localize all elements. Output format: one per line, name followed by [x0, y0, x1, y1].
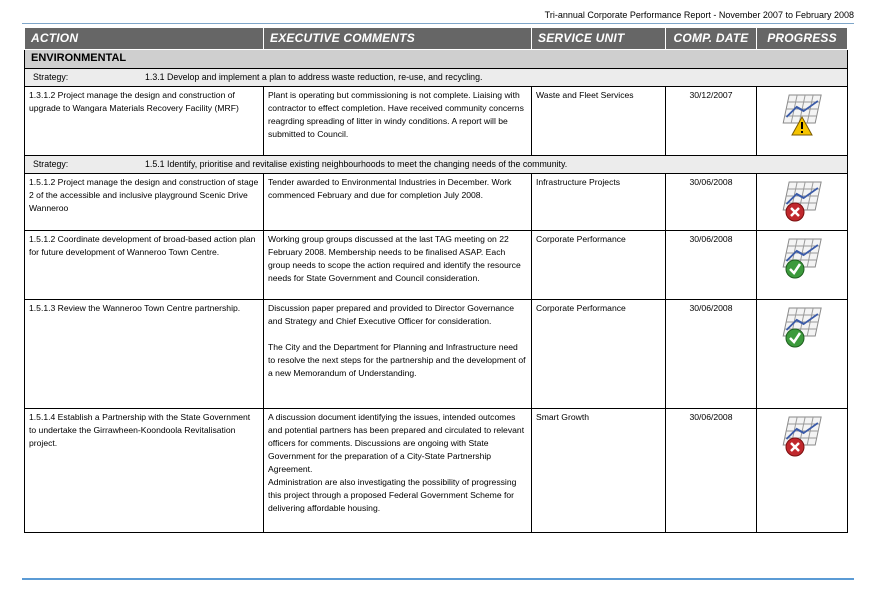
table-row [25, 87, 848, 156]
date-cell: 30/12/2007 [666, 87, 757, 156]
comments-paragraph: Discussion paper prepared and provided to Director Governance and Strategy and Chief Executive Officer for consideration. [268, 303, 515, 326]
col-header-action: ACTION [25, 28, 264, 50]
comments-cell [264, 409, 532, 533]
date-cell: 30/06/2008 [666, 231, 757, 300]
comments-paragraph: Administration are also investigating the possibility of progressing this project through a proposed Federal Government Scheme for delivering affordable housing. [268, 477, 517, 513]
action-cell: 1.5.1.2 Coordinate development of broad-based action plan for future development of Wanneroo Town Centre. [25, 231, 264, 300]
date-cell: 30/06/2008 [666, 300, 757, 409]
strategy-row [25, 69, 848, 87]
progress-cell [757, 174, 848, 231]
action-cell: 1.5.1.2 Project manage the design and construction of stage 2 of the accessible and inclusive playground Scenic Drive Wanneroo [25, 174, 264, 231]
date-cell: 30/06/2008 [666, 409, 757, 533]
table-header-row [25, 28, 848, 50]
comments-paragraph: A discussion document identifying the issues, intended outcomes and potential partners has been prepared and circulated to relevant officers for comments. Discussions are ongoing with State Government for the preparation of a City-State Partnership Agreement. [268, 412, 525, 474]
footer-divider [22, 578, 854, 580]
strategy-text: 1.3.1 Develop and implement a plan to address waste reduction, re-use, and recycling. [145, 72, 483, 82]
section-row [25, 50, 848, 69]
strategy-label: Strategy: [33, 72, 69, 82]
comments-cell [264, 300, 532, 409]
action-cell: 1.5.1.4 Establish a Partnership with the State Government to undertake the Girrawheen-Koondoola Revitalisation project. [25, 409, 264, 533]
col-header-progress: PROGRESS [757, 28, 848, 50]
table-row [25, 300, 848, 409]
strategy-text: 1.5.1 Identify, prioritise and revitalise existing neighbourhoods to meet the changing needs of the community. [145, 159, 568, 169]
col-header-service-unit: SERVICE UNIT [532, 28, 666, 50]
table-row [25, 174, 848, 231]
strategy-row [25, 156, 848, 174]
comments-cell: Tender awarded to Environmental Industries in December. Work commenced February and due for completion July 2008. [264, 174, 532, 231]
comments-cell: Plant is operating but commissioning is not complete. Liaising with contractor to effect completion. Have received community concerns reagrding spreading of litter in windy conditions. A report will be submitted to Council. [264, 87, 532, 156]
service-unit-cell: Corporate Performance [532, 300, 666, 409]
progress-cell [757, 87, 848, 156]
progress-cell [757, 409, 848, 533]
col-header-comments: EXECUTIVE COMMENTS [264, 28, 532, 50]
progress-cell [757, 231, 848, 300]
performance-table [24, 27, 848, 533]
action-cell: 1.5.1.3 Review the Wanneroo Town Centre partnership. [25, 300, 264, 409]
service-unit-cell: Infrastructure Projects [532, 174, 666, 231]
comments-cell: Working group groups discussed at the last TAG meeting on 22 February 2008. Membership needs to be finalised ASAP. Each group needs to scope the action required and identify the resource needs for State Government and Council consideration. [264, 231, 532, 300]
progress-cell [757, 300, 848, 409]
strategy-label: Strategy: [33, 159, 69, 169]
col-header-comp-date: COMP. DATE [666, 28, 757, 50]
action-cell: 1.3.1.2 Project manage the design and construction of upgrade to Wangara Materials Recovery Facility (MRF) [25, 87, 264, 156]
date-cell: 30/06/2008 [666, 174, 757, 231]
header-divider [22, 23, 854, 24]
check-icon [778, 235, 826, 281]
table-row [25, 231, 848, 300]
service-unit-cell: Waste and Fleet Services [532, 87, 666, 156]
section-title: ENVIRONMENTAL [25, 50, 848, 69]
comments-paragraph: The City and the Department for Planning and Infrastructure need to resolve the next steps for the partnership and the development of a new Memorandum of Understanding. [268, 342, 526, 378]
cross-icon [778, 178, 826, 224]
check-icon [778, 304, 826, 350]
service-unit-cell: Corporate Performance [532, 231, 666, 300]
table-row [25, 409, 848, 533]
cross-icon [778, 413, 826, 459]
warning-icon [778, 91, 826, 137]
report-title: Tri-annual Corporate Performance Report - November 2007 to February 2008 [544, 10, 854, 20]
service-unit-cell: Smart Growth [532, 409, 666, 533]
